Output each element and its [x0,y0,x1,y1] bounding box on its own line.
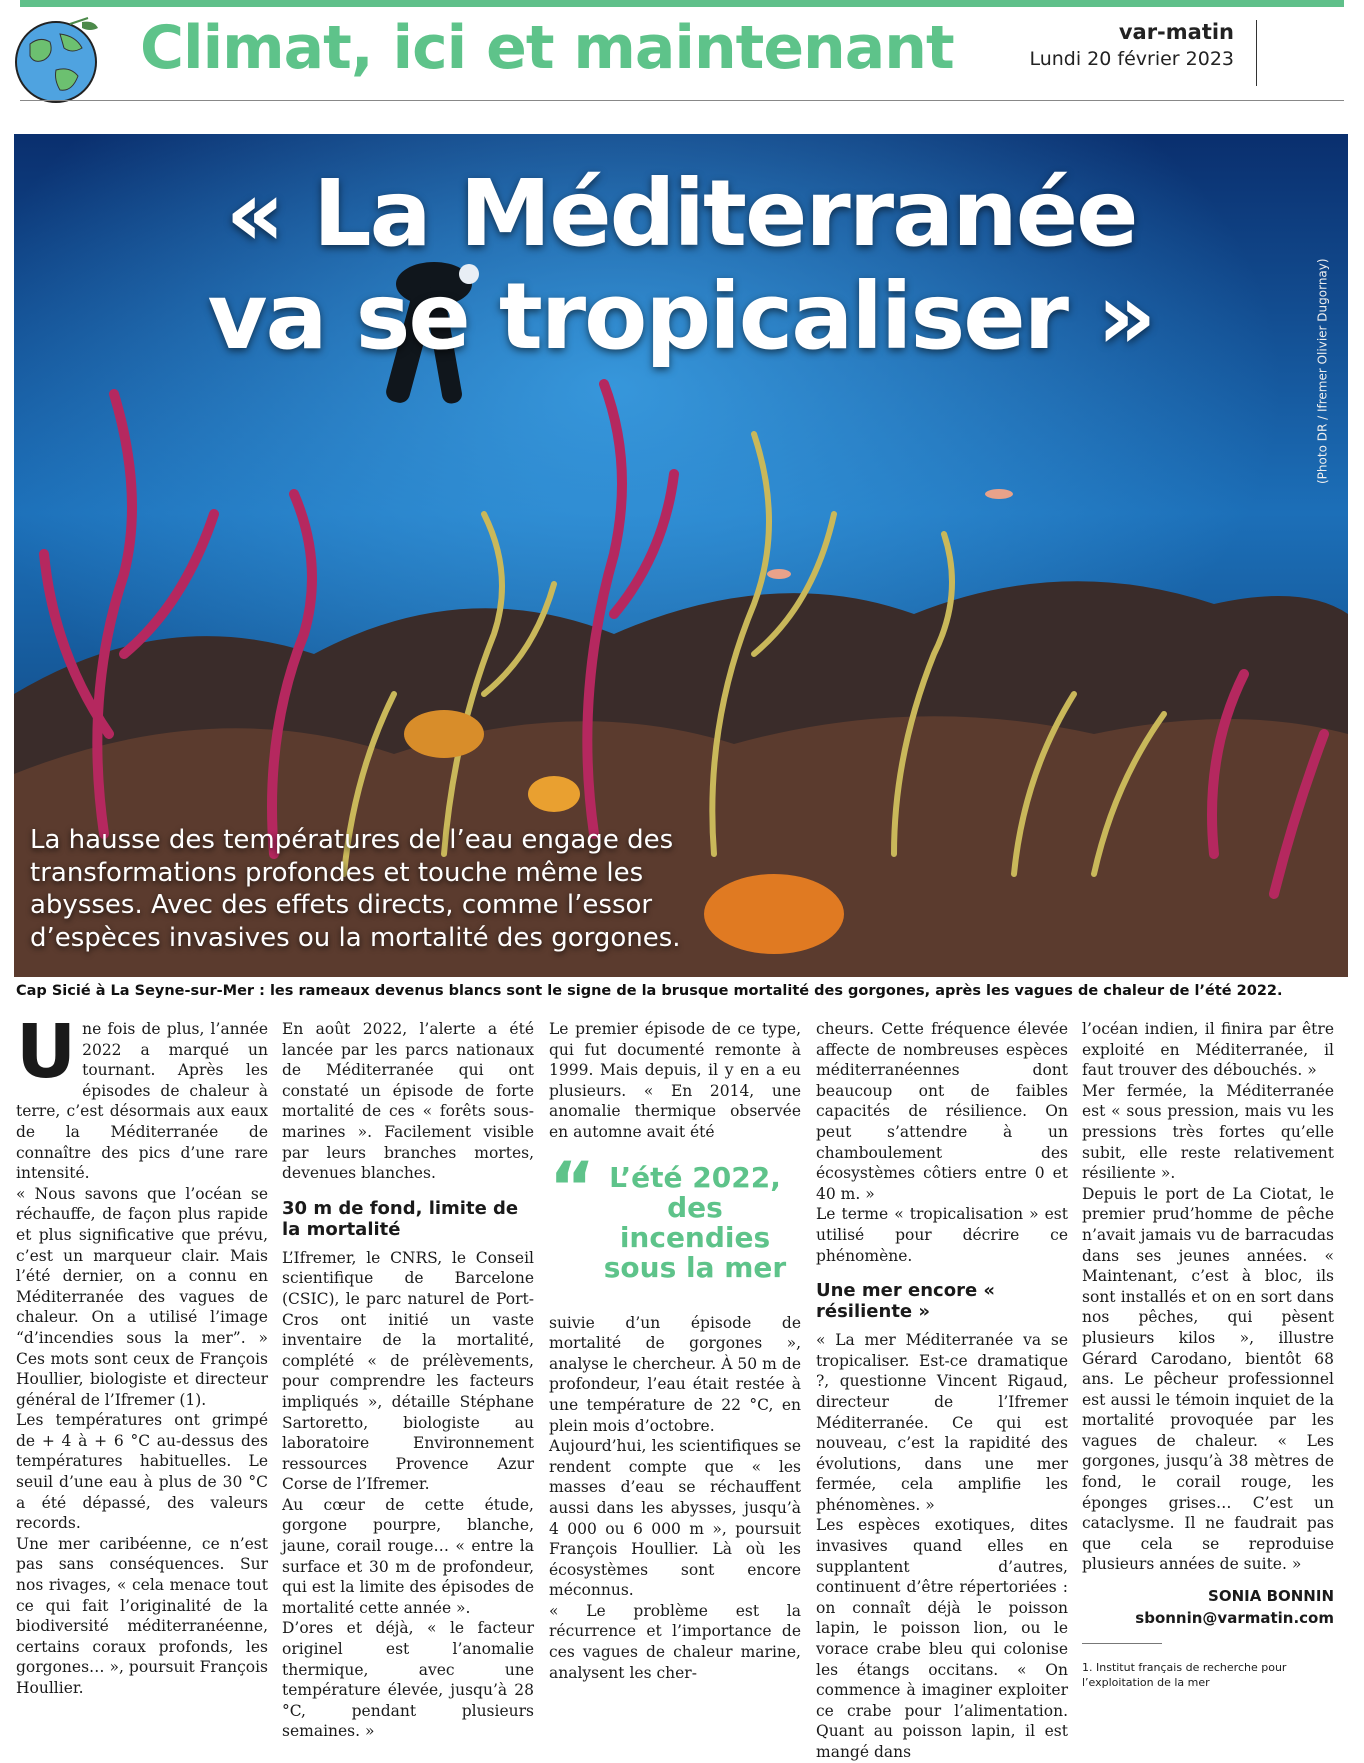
author-email[interactable]: sbonnin@varmatin.com [1135,1609,1334,1628]
paragraph: D’ores et déjà, « le facteur originel est l’anomalie thermique, avec une température élevée, jusqu’à 28 °C, pendant plusieurs semaines. » [282,1619,534,1741]
footnote: 1. Institut français de recherche pour l’exploitation de la mer [1082,1661,1287,1690]
paragraph: Les températures ont grimpé de + 4 à + 6 °C au-dessus des températures habituelles. Le seuil d’une eau à plus de 30 °C a été dépassé, des valeurs records. [16,1411,268,1533]
top-green-rule [20,0,1344,7]
paragraph: Au cœur de cette étude, gorgone pourpre, blanche, jaune, corail rouge… « entre la surface et 30 m de profondeur, qui est la limite des épisodes de mortalité cette année ». [282,1495,534,1617]
paragraph: Une mer caribéenne, ce n’est pas sans conséquences. Sur nos rivages, « cela menace tout ce qui fait l’originalité de la biodiversité méditerranéenne, certains coraux profonds, les gorgones… », poursuit François Houllier. [16,1534,268,1697]
article-column-4 [816,1019,1068,1763]
paragraph: Depuis le port de La Ciotat, le premier prud’homme de pêche n’avait jamais vu de barracudas dans ses jeunes années. « Maintenant, c’est à bloc, ils sont installés et on en sort dans nos pêches, qui pèsent plusieurs kilos », illustre Gérard Carodano, bientôt 68 ans. Le pêcheur professionnel est aussi le témoin inquiet de la mortalité provoquée par les vagues de chaleur. « Les gorgones, jusqu’à 38 mètres de fond, le corail rouge, les éponges grises… C’est un cataclysme. Il ne faudrait pas que cela se reproduise plusieurs années de suite. » [1082,1184,1334,1574]
photo-credit: (Photo DR / Ifremer Olivier Dugornay) [1316,258,1330,484]
headline-line-2: va se tropicaliser » [207,263,1155,371]
hero-photo [14,134,1348,977]
article-column-3 [549,1019,801,1683]
paragraph [16,1009,268,1184]
quote-mark-icon: “ [549,1146,596,1229]
paragraph: « La mer Méditerranée va se tropicaliser. Est-ce dramatique ?, questionne Vincent Rigaud, directeur de l’Ifremer Méditerranée. Ce qui est nouveau, c’est la rapidité des évolutions, dans une mer fermée, cela amplifie les phénomènes. » [816,1331,1068,1514]
paragraph: l’océan indien, il finira par être exploité en Méditerranée, il faut trouver des débouchés. » [1082,1020,1334,1080]
subheading: Une mer encore « résiliente » [816,1280,996,1323]
article-column-5 [1082,1019,1334,1690]
article-column-1 [16,1009,268,1699]
article-column-2 [282,1019,534,1742]
paragraph: « Nous savons que l’océan se réchauffe, de façon plus rapide et plus significative que prévu, c’est un marqueur clair. Mais l’été dernier, on a connu en Méditerranée des vagues de chaleur. On a utilisé l’image “d’incendies sous la mer”. » Ces mots sont ceux de François Houllier, biologiste et directeur général de l’Ifremer (1). [16,1184,268,1409]
paragraph: Le terme « tropicalisation » est utilisé pour décrire ce phénomène. [816,1205,1068,1265]
paragraph: « Le problème est la récurrence et l’importance de ces vagues de chaleur marine, analysent les cher- [549,1601,801,1682]
globe-icon [10,14,102,106]
paragraph: suivie d’un épisode de mortalité de gorgones », analyse le chercheur. À 50 m de profondeur, l’eau était restée à une température de 22 °C, en plein mois d’octobre. [549,1313,801,1435]
paragraph: L’Ifremer, le CNRS, le Conseil scientifique de Barcelone (CSIC), le parc naturel de Port-Cros ont initié un vaste inventaire de la mortalité, complété « de prélèvements, pour comprendre les facteurs impliqués », détaille Stéphane Sartoretto, biologiste au laboratoire Environnement ressources Provence Azur Corse de l’Ifremer. [282,1248,534,1494]
dropcap: U [16,1009,77,1095]
paragraph: En août 2022, l’alerte a été lancée par les parcs nationaux de Méditerranée qui ont constaté un épisode de forte mortalité de ces « forêts sous-marines ». Facilement visible par leurs branches mortes, devenues blanches. [282,1020,534,1183]
author-name: SONIA BONNIN [1208,1587,1334,1606]
paragraph: Mer fermée, la Méditerranée est « sous pression, mais vu les pressions très fortes qu’elle subit, elle reste relativement résiliente ». [1082,1081,1334,1183]
paragraph: Le premier épisode de ce type, qui fut documenté remonte à 1999. Mais depuis, il y en a eu plusieurs. « En 2014, une anomalie thermique observée en automne avait été [549,1020,801,1141]
pull-quote [549,1146,801,1284]
article-lede: La hausse des températures de l’eau engage des transformations profondes et touche même les abysses. Avec des effets directs, comme l’essor d’espèces invasives ou la mortalité des gorgones. [30,825,681,953]
header-rule [20,100,1344,101]
footnote-rule [1082,1643,1162,1644]
photo-caption: Cap Sicié à La Seyne-sur-Mer : les rameaux devenus blancs sont le signe de la brusque mortalité des gorgones, après les vagues de chaleur de l’été 2022. [16,983,1283,999]
brand-name: var-matin [1118,20,1234,44]
paragraph: Les espèces exotiques, dites invasives quand elles en supplantent d’autres, continuent d’être répertoriées : on connaît déjà le poisson lapin, le poisson lion, ou le vorace crabe bleu qui colonise les étangs occitans. « On commence à imaginer exploiter ce crabe pour l’alimentation. Quant au poisson lapin, il est mangé dans [816,1516,1068,1761]
issue-date: Lundi 20 février 2023 [1029,48,1234,70]
paragraph: Aujourd’hui, les scientifiques se rendent compte que « les masses d’eau se réchauffent aussi dans les abysses, jusqu’à 4 000 ou 6 000 m », poursuit François Houllier. Là où les écosystèmes sont encore méconnus. [549,1437,801,1600]
byline [1082,1585,1334,1629]
headline-line-1: « La Méditerranée [225,160,1137,267]
header-divider [1256,20,1257,86]
paragraph-text: ne fois de plus, l’année 2022 a marqué un tournant. Après les épisodes de chaleur à terre, c’est désormais aux eaux de la Méditerranée de connaître des pics d’une rare intensité. [16,1020,268,1183]
section-rubric: Climat, ici et maintenant [140,13,954,83]
pull-quote-text: L’été 2022, des incendies sous la mer [603,1160,787,1284]
masthead [1029,20,1234,70]
paragraph: cheurs. Cette fréquence élevée affecte de nombreuses espèces méditerranéennes dont beaucoup ont de faibles capacités de résilience. On peut s’attendre à un chamboulement des écosystèmes côtiers entre 0 et 40 m. » [816,1020,1068,1203]
subheading: 30 m de fond, limite de la mortalité [282,1197,519,1240]
